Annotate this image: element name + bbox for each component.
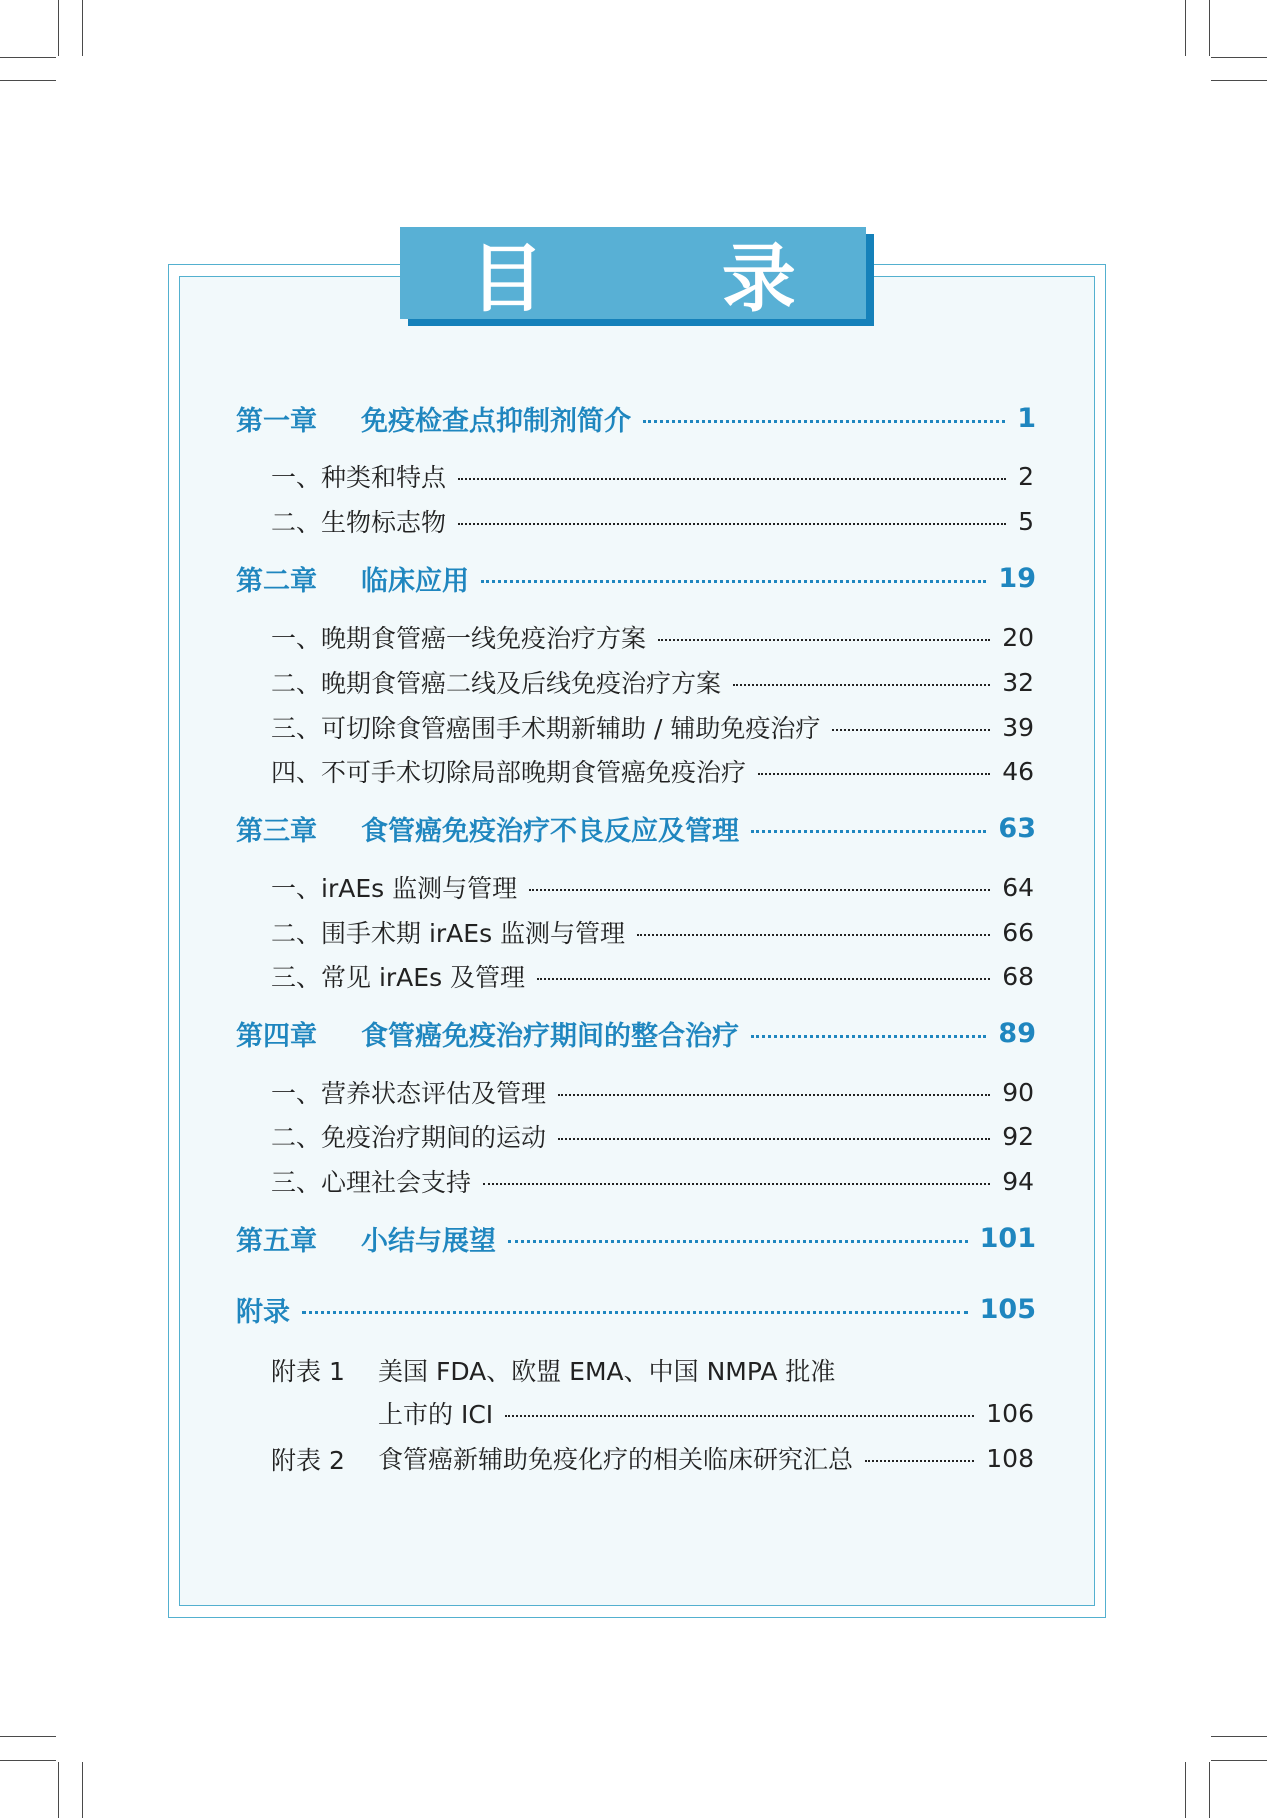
appendix-item-label: 附表 2 — [271, 1446, 345, 1475]
crop-mark — [58, 0, 59, 56]
chapter-title: 临床应用 — [361, 565, 469, 597]
page-number: 89 — [998, 1017, 1036, 1049]
toc-section[interactable] — [271, 710, 1034, 744]
toc-chapter[interactable] — [236, 1220, 1036, 1256]
dot-leader — [458, 478, 1006, 480]
toc-section[interactable] — [271, 620, 1034, 654]
chapter-title: 食管癌免疫治疗不良反应及管理 — [361, 815, 739, 847]
dot-leader — [558, 1094, 990, 1096]
toc-section[interactable] — [271, 959, 1034, 993]
toc-section[interactable] — [271, 665, 1034, 699]
toc-appendix-item[interactable] — [378, 1441, 1034, 1475]
section-title: 二、免疫治疗期间的运动 — [271, 1123, 547, 1152]
toc-section[interactable] — [271, 870, 1034, 904]
page-number: 63 — [998, 812, 1036, 844]
dot-leader — [558, 1138, 990, 1140]
crop-mark — [82, 0, 83, 56]
section-title: 二、生物标志物 — [271, 508, 447, 537]
crop-mark — [1211, 80, 1267, 81]
title-banner — [400, 227, 872, 322]
page-number: 46 — [1002, 756, 1034, 786]
section-title: 四、不可手术切除局部晚期食管癌免疫治疗 — [271, 758, 747, 787]
toc-appendix[interactable] — [236, 1291, 1036, 1327]
appendix-item-label: 附表 1 — [271, 1357, 345, 1386]
appendix-item-title[interactable]: 美国 FDA、欧盟 EMA、中国 NMPA 批准 — [378, 1357, 836, 1386]
dot-leader — [537, 978, 990, 980]
section-title: 三、常见 irAEs 及管理 — [271, 963, 526, 992]
section-title: 二、晚期食管癌二线及后线免疫治疗方案 — [271, 669, 722, 698]
page-number: 5 — [1018, 506, 1034, 536]
toc-section[interactable] — [271, 459, 1034, 493]
toc-chapter[interactable] — [236, 560, 1036, 596]
crop-mark — [0, 80, 56, 81]
dot-leader — [483, 1183, 990, 1185]
dot-leader — [751, 830, 986, 833]
page-number: 101 — [979, 1222, 1036, 1254]
page-number: 20 — [1002, 622, 1034, 652]
toc-chapter[interactable] — [236, 400, 1036, 436]
chapter-title: 食管癌免疫治疗期间的整合治疗 — [361, 1020, 739, 1052]
page-number: 66 — [1002, 917, 1034, 947]
dot-leader — [658, 639, 990, 641]
page-number: 92 — [1002, 1121, 1034, 1151]
page-number: 108 — [986, 1443, 1034, 1473]
appendix-item-title: 食管癌新辅助免疫化疗的相关临床研究汇总 — [378, 1445, 854, 1474]
crop-mark — [82, 1762, 83, 1818]
section-title: 一、种类和特点 — [271, 463, 447, 492]
page-number: 64 — [1002, 872, 1034, 902]
dot-leader — [458, 523, 1006, 525]
section-title: 一、营养状态评估及管理 — [271, 1079, 547, 1108]
crop-mark — [1211, 57, 1267, 58]
chapter-title: 免疫检查点抑制剂简介 — [361, 405, 631, 437]
crop-mark — [0, 1760, 56, 1761]
page-number: 94 — [1002, 1166, 1034, 1196]
dot-leader — [643, 420, 1005, 423]
dot-leader — [637, 934, 990, 936]
dot-leader — [508, 1240, 968, 1243]
chapter-title: 小结与展望 — [361, 1225, 496, 1257]
page-title: 目 录 — [470, 236, 872, 322]
crop-mark — [1209, 0, 1210, 56]
section-title: 三、心理社会支持 — [271, 1168, 472, 1197]
dot-leader — [832, 729, 990, 731]
toc-section[interactable] — [271, 1119, 1034, 1153]
section-title: 一、晚期食管癌一线免疫治疗方案 — [271, 624, 647, 653]
page-number: 1 — [1017, 402, 1036, 434]
appendix-title: 附录 — [236, 1296, 290, 1328]
page-number: 68 — [1002, 961, 1034, 991]
dot-leader — [529, 889, 990, 891]
page-number: 19 — [998, 562, 1036, 594]
chapter-number: 第二章 — [236, 565, 317, 597]
appendix-item-title: 上市的 ICI — [378, 1400, 494, 1429]
toc-appendix-item[interactable] — [378, 1396, 1034, 1430]
section-title: 三、可切除食管癌围手术期新辅助 / 辅助免疫治疗 — [271, 714, 821, 743]
crop-mark — [1185, 1762, 1186, 1818]
toc-chapter[interactable] — [236, 810, 1036, 846]
toc-section[interactable] — [271, 504, 1034, 538]
page-number: 105 — [979, 1293, 1036, 1325]
chapter-number: 第三章 — [236, 815, 317, 847]
dot-leader — [865, 1460, 974, 1462]
crop-mark — [58, 1762, 59, 1818]
toc-chapter[interactable] — [236, 1015, 1036, 1051]
crop-mark — [0, 1736, 56, 1737]
dot-leader — [302, 1311, 968, 1314]
page-number: 90 — [1002, 1077, 1034, 1107]
crop-mark — [1209, 1762, 1210, 1818]
crop-mark — [1211, 1760, 1267, 1761]
dot-leader — [481, 580, 986, 583]
chapter-number: 第四章 — [236, 1020, 317, 1052]
page-number: 39 — [1002, 712, 1034, 742]
crop-mark — [0, 57, 56, 58]
toc-section[interactable] — [271, 915, 1034, 949]
toc-section[interactable] — [271, 1164, 1034, 1198]
dot-leader — [751, 1035, 986, 1038]
dot-leader — [505, 1415, 974, 1417]
dot-leader — [758, 773, 990, 775]
dot-leader — [733, 684, 990, 686]
section-title: 一、irAEs 监测与管理 — [271, 874, 518, 903]
crop-mark — [1185, 0, 1186, 56]
toc-section[interactable] — [271, 754, 1034, 788]
crop-mark — [1211, 1736, 1267, 1737]
chapter-number: 第五章 — [236, 1225, 317, 1257]
toc-section[interactable] — [271, 1075, 1034, 1109]
page-number: 32 — [1002, 667, 1034, 697]
page-number: 2 — [1018, 461, 1034, 491]
chapter-number: 第一章 — [236, 405, 317, 437]
section-title: 二、围手术期 irAEs 监测与管理 — [271, 919, 626, 948]
page-number: 106 — [986, 1398, 1034, 1428]
